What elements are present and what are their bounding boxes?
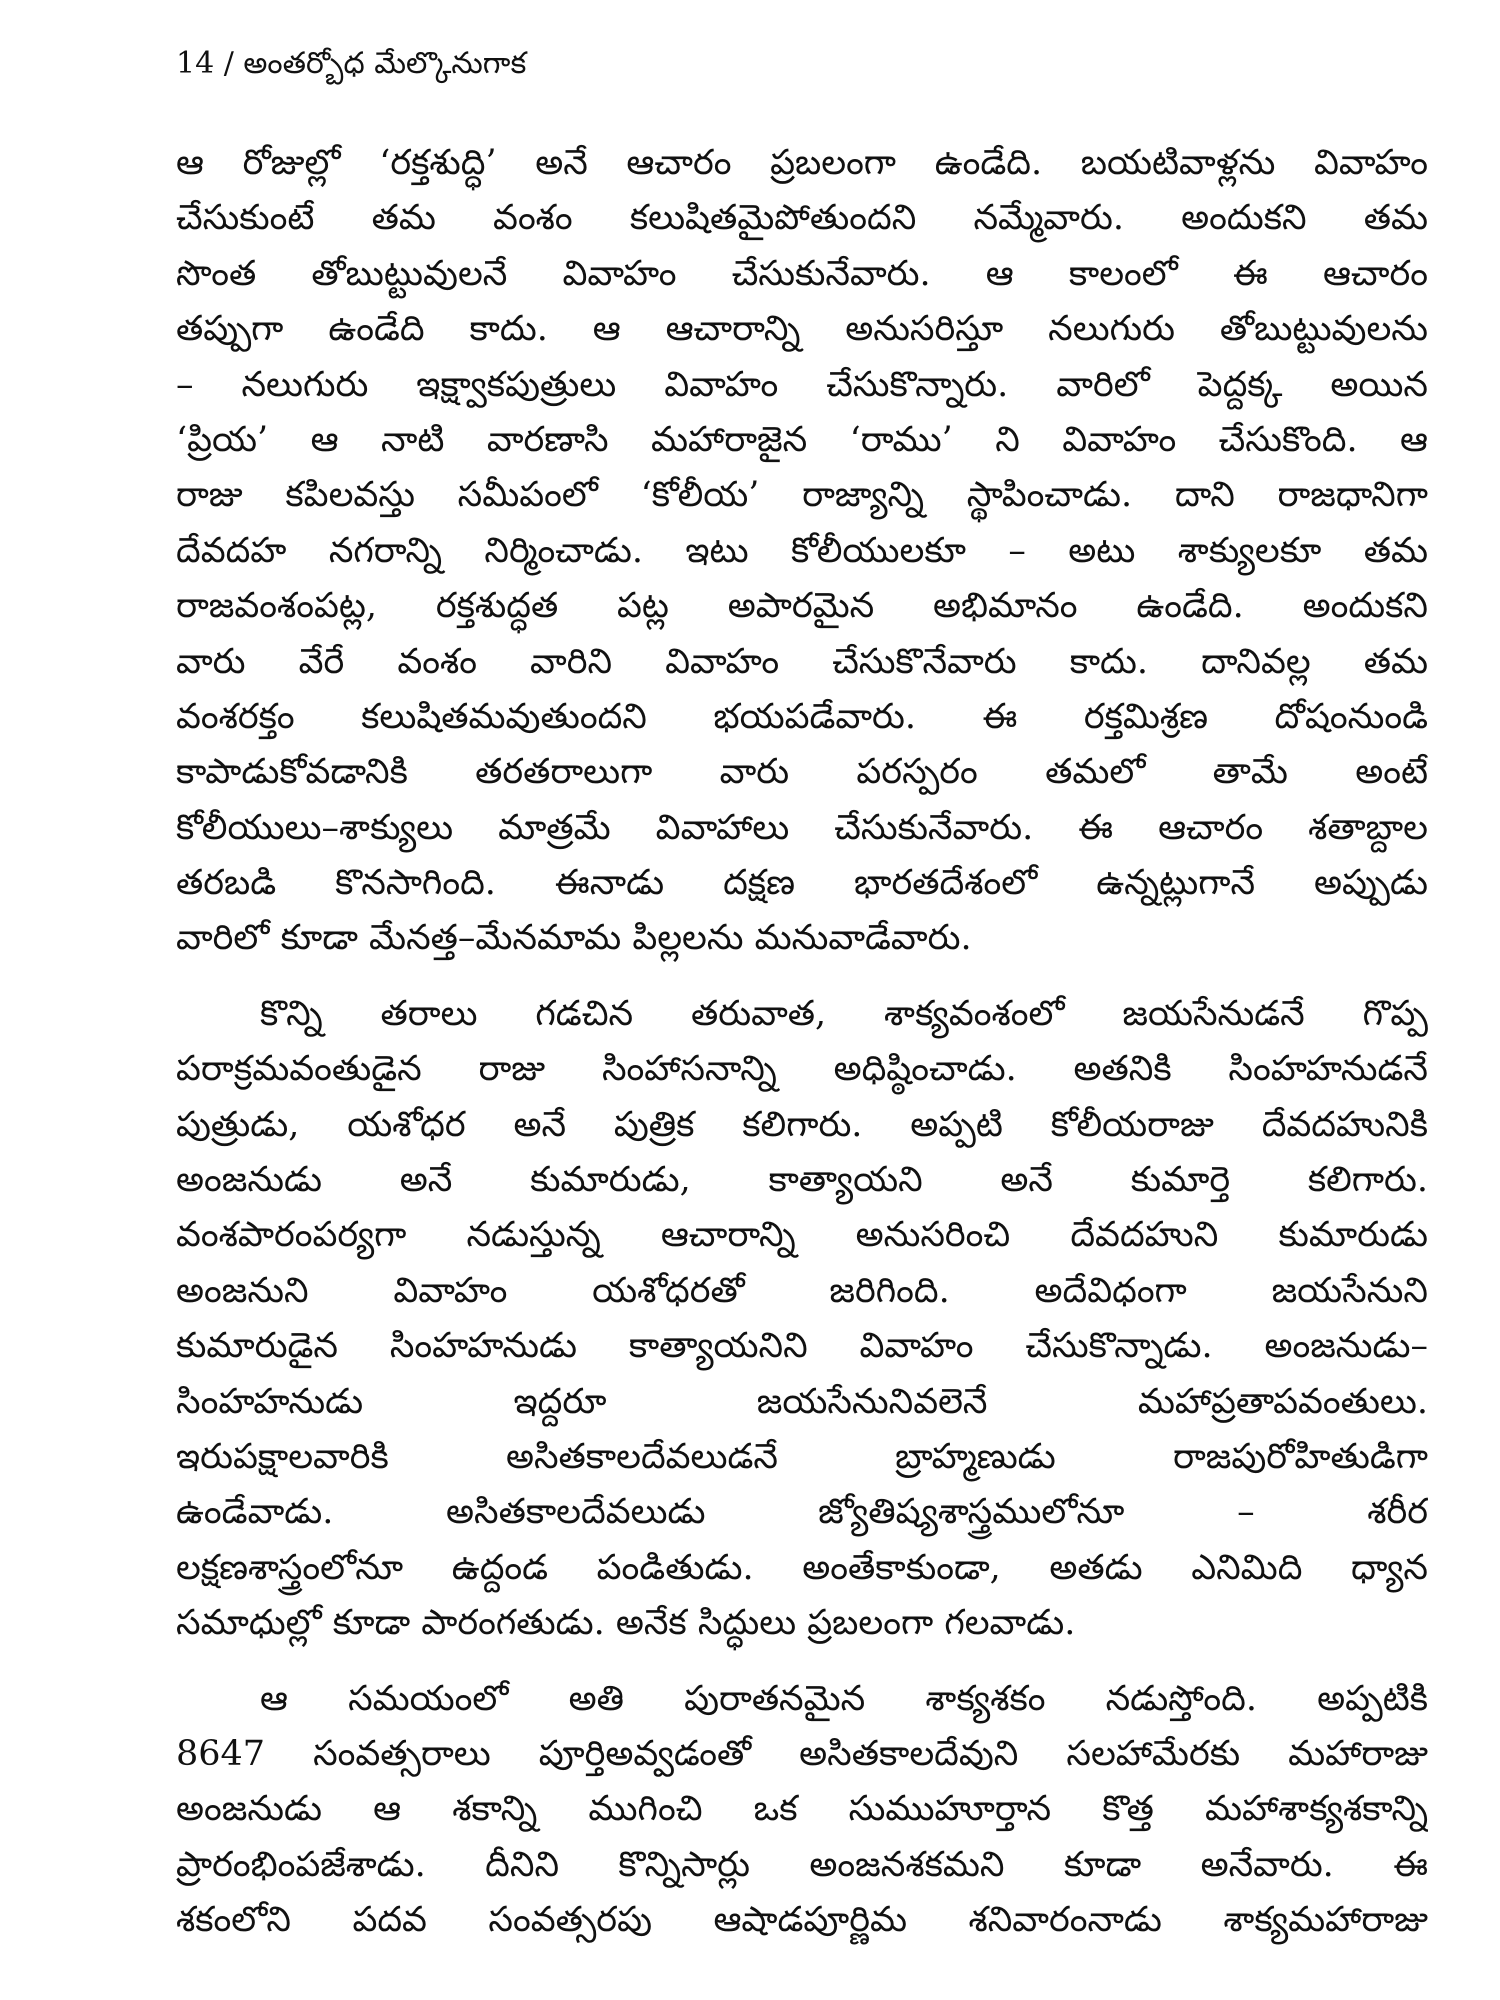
- book-title: అంతర్బోధ మేల్కొనుగాక: [243, 46, 527, 81]
- text-line: లక్షణశాస్త్రంలోనూ ఉద్దండ పండితుడు. అంతేకాకుండా, అతడు ఎనిమిది ధ్యాన: [176, 1547, 1428, 1588]
- text-line: అంజనుని వివాహం యశోధరతో జరిగింది. అదేవిధంగా జయసేనుని: [176, 1270, 1428, 1311]
- text-line: ఆ సమయంలో అతి పురాతనమైన శాక్యశకం నడుస్తోంది. అప్పటికి: [260, 1678, 1428, 1719]
- header-separator: /: [223, 46, 234, 81]
- text-line: సమాధుల్లో కూడా పారంగతుడు. అనేక సిద్ధులు ప్రబలంగా గలవాడు.: [176, 1603, 1076, 1644]
- text-line: సొంత తోబుట్టువులనే వివాహం చేసుకునేవారు. ఆ కాలంలో ఈ ఆచారం: [176, 253, 1428, 294]
- text-line: వారిలో కూడా మేనత్త–మేనమామ పిల్లలను మనువాడేవారు.: [176, 918, 972, 959]
- text-line: అంజనుడు అనే కుమారుడు, కాత్యాయని అనే కుమార్తె కలిగారు.: [176, 1160, 1428, 1201]
- text-line: పరాక్రమవంతుడైన రాజు సింహాసనాన్ని అధిష్ఠించాడు. అతనికి సింహహనుడనే: [176, 1049, 1428, 1090]
- page-number: 14: [176, 46, 215, 81]
- text-line: దేవదహ నగరాన్ని నిర్మించాడు. ఇటు కోలీయులకూ – అటు శాక్యులకూ తమ: [176, 530, 1428, 571]
- body-text: [176, 136, 1428, 1969]
- text-line: కొన్ని తరాలు గడచిన తరువాత, శాక్యవంశంలో జయసేనుడనే గొప్ప: [260, 993, 1428, 1034]
- text-line: ప్రారంభింపజేశాడు. దీనిని కొన్నిసార్లు అంజనశకమని కూడా అనేవారు. ఈ: [176, 1844, 1428, 1885]
- text-line: ‘ప్రియ’ ఆ నాటి వారణాసి మహారాజైన ‘రాము’ ని వివాహం చేసుకొంది. ఆ: [176, 419, 1428, 460]
- text-line: తప్పుగా ఉండేది కాదు. ఆ ఆచారాన్ని అనుసరిస్తూ నలుగురు తోబుట్టువులను: [176, 309, 1428, 350]
- text-line: వారు వేరే వంశం వారిని వివాహం చేసుకొనేవారు కాదు. దానివల్ల తమ: [176, 641, 1428, 682]
- text-line: ఉండేవాడు. అసితకాలదేవలుడు జ్యోతిష్యశాస్త్రములోనూ – శరీర: [176, 1492, 1428, 1533]
- text-line: అంజనుడు ఆ శకాన్ని ముగించి ఒక సుముహూర్తాన కొత్త మహాశాక్యశకాన్ని: [176, 1789, 1428, 1830]
- text-line: కుమారుడైన సింహహనుడు కాత్యాయనిని వివాహం చేసుకొన్నాడు. అంజనుడు–: [176, 1326, 1428, 1367]
- text-line: తరబడి కొనసాగింది. ఈనాడు దక్షణ భారతదేశంలో ఉన్నట్లుగానే అప్పుడు: [176, 863, 1428, 904]
- text-line: ఆ రోజుల్లో ‘రక్తశుద్ధి’ అనే ఆచారం ప్రబలంగా ఉండేది. బయటివాళ్లను వివాహం: [176, 143, 1428, 183]
- text-line: కోలీయులు–శాక్యులు మాత్రమే వివాహాలు చేసుకునేవారు. ఈ ఆచారం శతాబ్దాల: [176, 807, 1428, 848]
- paragraph-1: [176, 136, 1428, 967]
- text-line: శకంలోని పదవ సంవత్సరపు ఆషాడపూర్ణిమ శనివారంనాడు శాక్యమహారాజు: [176, 1900, 1428, 1941]
- text-line: పుత్రుడు, యశోధర అనే పుత్రిక కలిగారు. అప్పటి కోలీయరాజు దేవదహునికి: [176, 1104, 1428, 1145]
- text-line: రాజవంశంపట్ల, రక్తశుద్ధత పట్ల అపారమైన అభిమానం ఉండేది. అందుకని: [176, 586, 1428, 627]
- text-line: కాపాడుకోవడానికి తరతరాలుగా వారు పరస్పరం తమలో తామే అంటే: [176, 752, 1428, 793]
- text-line: 8647 సంవత్సరాలు పూర్తిఅవ్వడంతో అసితకాలదేవుని సలహామేరకు మహారాజు: [176, 1733, 1428, 1774]
- text-line: రాజు కపిలవస్తు సమీపంలో ‘కోలీయ’ రాజ్యాన్ని స్థాపించాడు. దాని రాజధానిగా: [176, 475, 1428, 516]
- text-line: వంశపారంపర్యగా నడుస్తున్న ఆచారాన్ని అనుసరించి దేవదహుని కుమారుడు: [176, 1215, 1428, 1256]
- paragraph-2: [176, 987, 1428, 1652]
- text-line: సింహహనుడు ఇద్దరూ జయసేనునివలెనే మహాప్రతాపవంతులు.: [176, 1381, 1428, 1422]
- text-line: వంశరక్తం కలుషితమవుతుందని భయపడేవారు. ఈ రక్తమిశ్రణ దోషంనుండి: [176, 696, 1428, 737]
- text-line: – నలుగురు ఇక్ష్వాకపుత్రులు వివాహం చేసుకొన్నారు. వారిలో పెద్దక్క అయిన: [176, 364, 1428, 405]
- running-header: [176, 44, 526, 84]
- paragraph-3: [176, 1672, 1428, 1949]
- text-line: చేసుకుంటే తమ వంశం కలుషితమైపోతుందని నమ్మేవారు. అందుకని తమ: [176, 198, 1428, 239]
- text-line: ఇరుపక్షాలవారికి అసితకాలదేవలుడనే బ్రాహ్మణుడు రాజపురోహితుడిగా: [176, 1436, 1428, 1477]
